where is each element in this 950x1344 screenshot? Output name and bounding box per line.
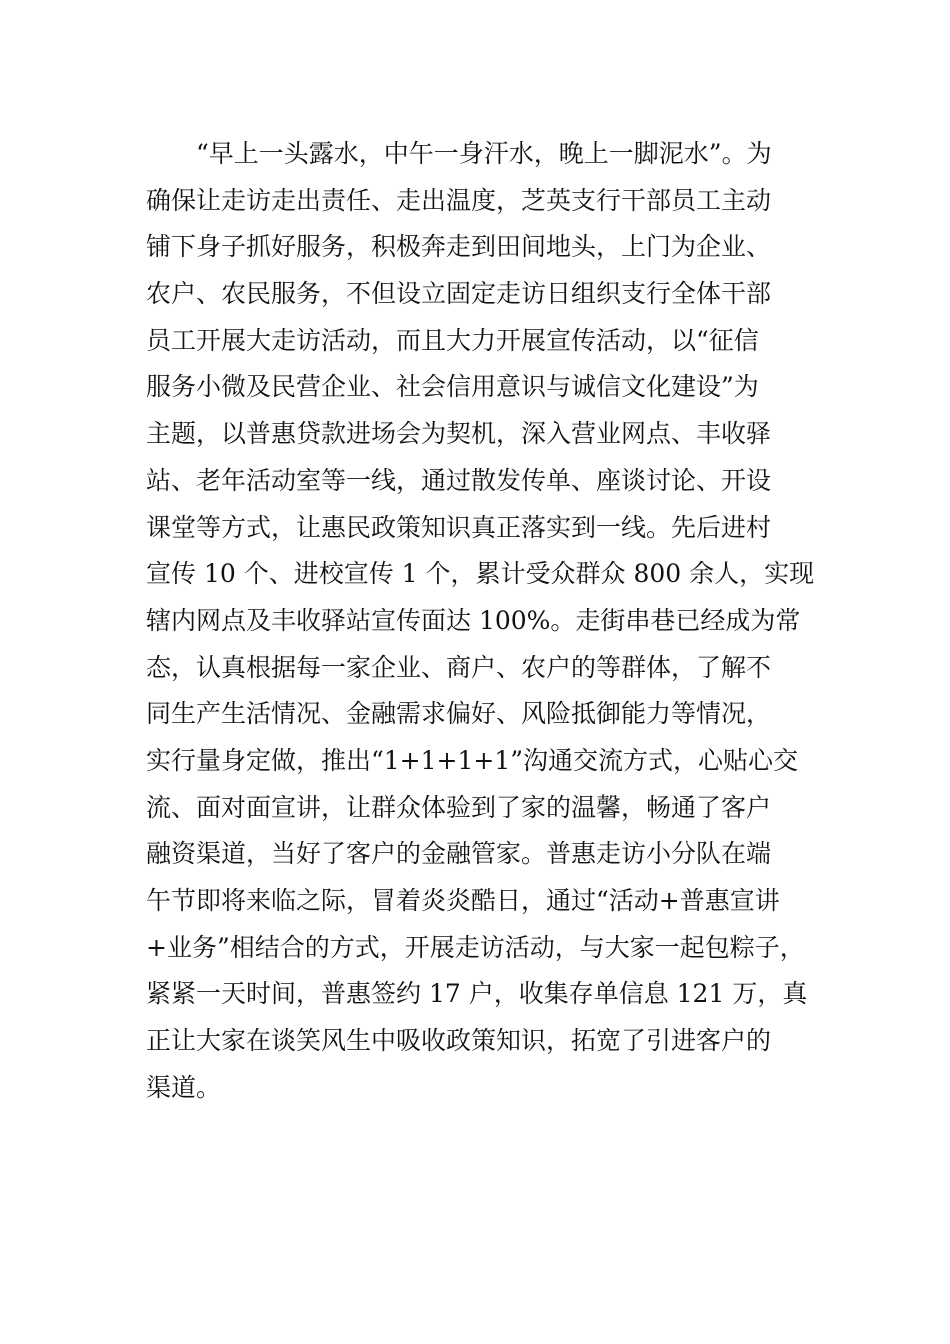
paragraph-line: 态，认真根据每一家企业、商户、农户的等群体，了解不 <box>146 652 772 682</box>
paragraph-line: 主题，以普惠贷款进场会为契机，深入营业网点、丰收驿 <box>146 419 772 449</box>
paragraph-line: 铺下身子抓好服务，积极奔走到田间地头，上门为企业、 <box>146 232 772 262</box>
paragraph-line: 实行量身定做，推出“1+1+1+1”沟通交流方式，心贴心交 <box>146 745 799 775</box>
paragraph-line: 站、老年活动室等一线，通过散发传单、座谈讨论、开设 <box>146 465 772 495</box>
paragraph-line: 渠道。 <box>146 1072 222 1102</box>
paragraph-line: 服务小微及民营企业、社会信用意识与诚信文化建设”为 <box>146 372 759 402</box>
paragraph-line: 确保让走访走出责任、走出温度，芝英支行干部员工主动 <box>146 185 772 215</box>
paragraph-line: 融资渠道，当好了客户的金融管家。普惠走访小分队在端 <box>146 839 772 869</box>
paragraph-line: 同生产生活情况、金融需求偏好、风险抵御能力等情况， <box>146 699 772 729</box>
paragraph <box>146 131 826 1111</box>
paragraph-line: 紧紧一天时间，普惠签约 17 户，收集存单信息 121 万，真 <box>146 979 808 1009</box>
paragraph-line: 流、面对面宣讲，让群众体验到了家的温馨，畅通了客户 <box>146 792 772 822</box>
paragraph-line: “早上一头露水，中午一身汗水，晚上一脚泥水”。为 <box>196 139 772 168</box>
paragraph-line: 课堂等方式，让惠民政策知识真正落实到一线。先后进村 <box>146 512 772 542</box>
paragraph-line: 宣传 10 个、进校宣传 1 个，累计受众群众 800 余人，实现 <box>146 559 815 589</box>
paragraph-line: +业务”相结合的方式，开展走访活动，与大家一起包粽子， <box>146 932 805 962</box>
paragraph-line: 农户、农民服务，不但设立固定走访日组织支行全体干部 <box>146 279 772 309</box>
paragraph-line: 午节即将来临之际，冒着炎炎酷日，通过“活动+普惠宣讲 <box>146 886 780 915</box>
paragraph-line: 正让大家在谈笑风生中吸收政策知识，拓宽了引进客户的 <box>146 1026 772 1056</box>
paragraph-line: 员工开展大走访活动，而且大力开展宣传活动，以“征信 <box>146 325 759 355</box>
paragraph-line: 辖内网点及丰收驿站宣传面达 100%。走街串巷已经成为常 <box>146 605 801 635</box>
